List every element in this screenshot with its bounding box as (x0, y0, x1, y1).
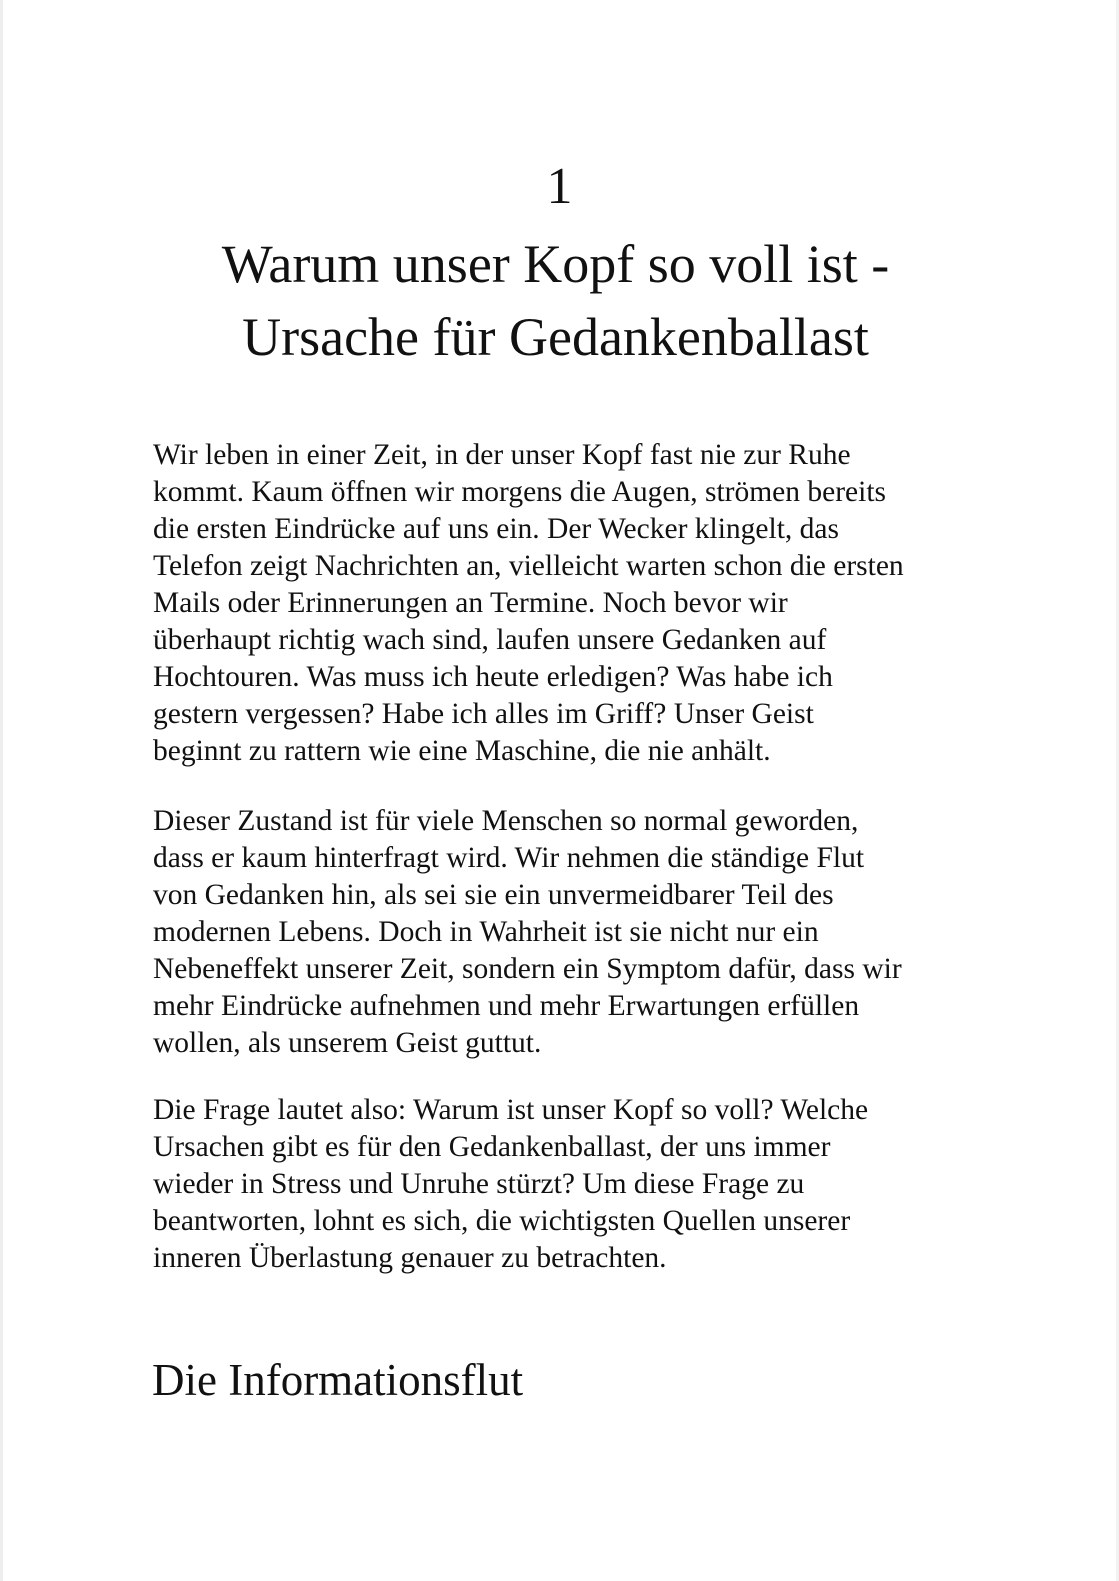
paragraph-1 (153, 437, 904, 770)
text-line: beginnt zu rattern wie eine Maschine, die nie anhält. (153, 735, 771, 767)
text-line: modernen Lebens. Doch in Wahrheit ist sie nicht nur ein (153, 916, 819, 948)
chapter-title-line: Ursache für Gedankenballast (242, 307, 869, 367)
text-line: inneren Überlastung genauer zu betrachten. (153, 1242, 667, 1274)
text-line: dass er kaum hinterfragt wird. Wir nehmen die ständige Flut (153, 842, 865, 874)
text-line: Dieser Zustand ist für viele Menschen so normal geworden, (153, 805, 859, 837)
text-line: kommt. Kaum öffnen wir morgens die Augen, strömen bereits (153, 476, 887, 508)
text-line: von Gedanken hin, als sei sie ein unvermeidbarer Teil des (153, 879, 834, 911)
text-line: die ersten Eindrücke auf uns ein. Der Wecker klingelt, das (153, 513, 839, 545)
text-line: mehr Eindrücke aufnehmen und mehr Erwartungen erfüllen (153, 990, 860, 1022)
text-line: Hochtouren. Was muss ich heute erledigen? Was habe ich (153, 661, 833, 693)
text-line: überhaupt richtig wach sind, laufen unsere Gedanken auf (153, 624, 827, 656)
text-line: Die Frage lautet also: Warum ist unser Kopf so voll? Welche (153, 1094, 869, 1126)
text-line: Ursachen gibt es für den Gedankenballast, der uns immer (153, 1131, 831, 1163)
section-heading: Die Informationsflut (152, 1355, 524, 1405)
paragraph-2 (153, 803, 902, 1062)
text-line: Mails oder Erinnerungen an Termine. Noch bevor wir (153, 587, 788, 619)
text-line: Telefon zeigt Nachrichten an, vielleicht warten schon die ersten (153, 550, 904, 582)
paragraph-3 (153, 1092, 868, 1277)
text-line: Wir leben in einer Zeit, in der unser Kopf fast nie zur Ruhe (153, 439, 851, 471)
chapter-number: 1 (546, 158, 573, 215)
text-line: gestern vergessen? Habe ich alles im Griff? Unser Geist (153, 698, 814, 730)
text-line: wollen, als unserem Geist guttut. (153, 1027, 542, 1059)
text-line: beantworten, lohnt es sich, die wichtigsten Quellen unserer (153, 1205, 851, 1237)
chapter-title-line: Warum unser Kopf so voll ist - (221, 234, 890, 294)
text-line: Nebeneffekt unserer Zeit, sondern ein Symptom dafür, dass wir (153, 953, 902, 985)
text-line: wieder in Stress und Unruhe stürzt? Um diese Frage zu (153, 1168, 805, 1200)
chapter-title (3, 228, 1108, 374)
